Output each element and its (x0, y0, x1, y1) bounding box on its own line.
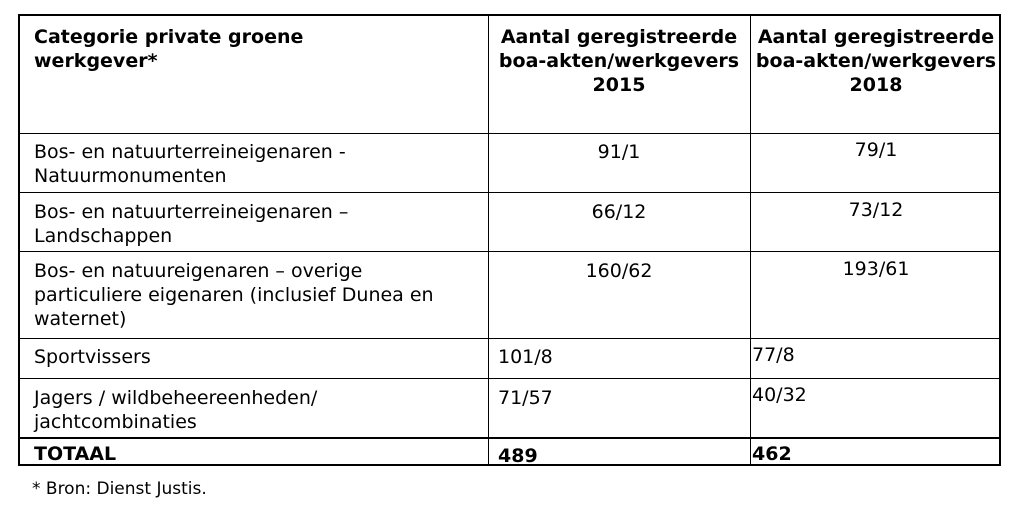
row-category: Sportvissers (34, 346, 151, 368)
row-value-2018: 193/61 (842, 258, 910, 280)
header-category: Categorie private groene werkgever* (34, 26, 304, 72)
total-divider (20, 437, 999, 439)
row-divider (20, 378, 999, 379)
row-value-2015: 160/62 (585, 260, 653, 282)
row-divider (20, 133, 999, 134)
row-category: Jagers / wildbeheereenheden/ jachtcombinaties (34, 387, 318, 433)
total-label: TOTAAL (34, 443, 117, 465)
row-value-2015: 71/57 (498, 387, 553, 409)
row-category: Bos- en natuureigenaren – overige particuliere eigenaren (inclusief Dunea en waternet) (34, 260, 434, 330)
row-divider (20, 192, 999, 193)
header-count-2018: Aantal geregistreerde boa-akten/werkgevers 2018 (755, 26, 997, 96)
row-value-2015: 91/1 (597, 141, 641, 163)
row-divider (20, 338, 999, 339)
row-value-2015: 66/12 (591, 201, 647, 223)
total-value-2015: 489 (498, 445, 538, 467)
row-divider (20, 251, 999, 252)
row-value-2018: 79/1 (854, 139, 898, 161)
row-category: Bos- en natuurterreineigenaren - Natuurmonumenten (34, 141, 346, 187)
row-value-2018: 73/12 (848, 199, 904, 221)
footnote-source: * Bron: Dienst Justis. (32, 479, 207, 499)
data-table (18, 14, 1001, 466)
row-value-2018: 77/8 (752, 344, 795, 366)
total-value-2018: 462 (752, 443, 792, 465)
row-value-2015: 101/8 (498, 346, 553, 368)
header-count-2015: Aantal geregistreerde boa-akten/werkgevers 2015 (498, 26, 740, 96)
row-category: Bos- en natuurterreineigenaren – Landschappen (34, 201, 349, 247)
row-value-2018: 40/32 (752, 384, 807, 406)
